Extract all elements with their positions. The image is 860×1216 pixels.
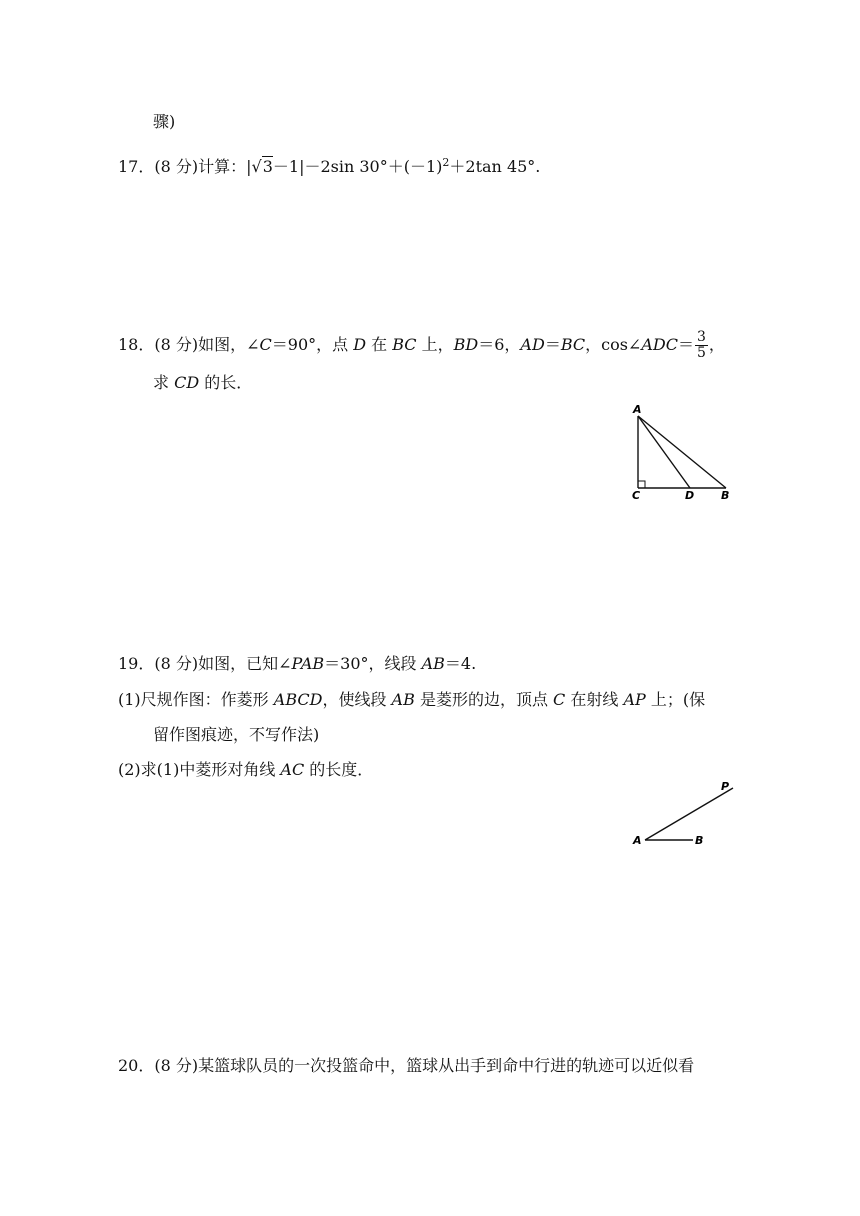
q18-var: BC <box>392 335 417 354</box>
q19-text: ，使线段 <box>322 690 392 709</box>
q17-part1: －1|－2sin 30°＋(－1) <box>272 157 443 176</box>
label-p: P <box>721 780 730 793</box>
q19-var: AC <box>280 760 305 779</box>
question-18 <box>118 330 725 361</box>
label-b: B <box>721 489 730 502</box>
label-a: A <box>633 403 642 416</box>
q19-text: 是菱形的边，顶点 <box>414 690 554 709</box>
q18-text: 的长． <box>199 373 253 392</box>
sqrt-expression <box>252 157 273 177</box>
fraction-3-5 <box>695 330 708 361</box>
q18-text: ＝ <box>677 335 694 354</box>
q18-text: 在 <box>366 335 393 354</box>
question-19 <box>118 654 476 674</box>
continued-fragment: 骤) <box>153 112 176 131</box>
q19-text: ＝4. <box>444 654 477 673</box>
q18-var: AD <box>520 335 545 354</box>
question-19-part1-line2: 留作图痕迹，不写作法) <box>153 725 320 744</box>
q18-text: ＝90°，点 <box>271 335 354 354</box>
label-c: C <box>632 489 641 502</box>
radical-sign-icon: √ <box>251 157 262 176</box>
label-d: D <box>685 489 695 502</box>
q19-text: 的长度． <box>304 760 374 779</box>
q19-var: C <box>553 690 566 709</box>
q19-text: (1)尺规作图：作菱形 <box>118 690 274 709</box>
q18-head: 18．(8 分)如图，∠ <box>118 335 260 354</box>
q18-var: BC <box>560 335 586 354</box>
right-angle-icon <box>638 481 645 488</box>
q18-text: ， <box>708 335 725 354</box>
angle-figure <box>625 778 745 850</box>
q19-text: ＝30°，线段 <box>324 654 422 673</box>
q18-var: D <box>353 335 367 354</box>
q17-exponent: 2 <box>442 156 450 169</box>
q18-var: ADC <box>641 335 678 354</box>
question-19-part1 <box>118 690 705 710</box>
q18-text: ，cos∠ <box>585 335 642 354</box>
q18-var: C <box>259 335 272 354</box>
fraction-numerator: 3 <box>696 329 706 345</box>
q19-var: AP <box>623 690 646 709</box>
q19-var: PAB <box>291 654 325 673</box>
fraction-denominator: 5 <box>696 345 706 361</box>
triangle-figure <box>620 400 750 505</box>
q17-head: 17．(8 分)计算：| <box>118 157 252 176</box>
q19-var: ABCD <box>273 690 323 709</box>
q19-var: AB <box>421 654 445 673</box>
question-17 <box>118 153 540 177</box>
q19-text: (2)求(1)中菱形对角线 <box>118 760 281 779</box>
label-a: A <box>633 834 642 847</box>
sqrt-radicand: 3 <box>262 157 273 176</box>
q19-text: 上；(保 <box>645 690 706 709</box>
ray-ap <box>645 788 733 840</box>
q19-var: AB <box>391 690 415 709</box>
q18-var: BD <box>453 335 479 354</box>
question-18-line2 <box>153 373 252 393</box>
q19-text: 在射线 <box>565 690 624 709</box>
q18-text: 求 <box>153 373 175 392</box>
question-20: 20．(8 分)某篮球队员的一次投篮命中，篮球从出手到命中行进的轨迹可以近似看 <box>118 1056 695 1075</box>
question-19-part2 <box>118 760 373 780</box>
q19-head: 19．(8 分)如图，已知∠ <box>118 654 292 673</box>
label-b: B <box>695 834 704 847</box>
q17-part2: ＋2tan 45°. <box>449 157 541 176</box>
q18-var: CD <box>174 373 200 392</box>
q18-text: 上， <box>416 335 454 354</box>
q18-text: ＝6， <box>478 335 521 354</box>
q18-text: ＝ <box>544 335 561 354</box>
